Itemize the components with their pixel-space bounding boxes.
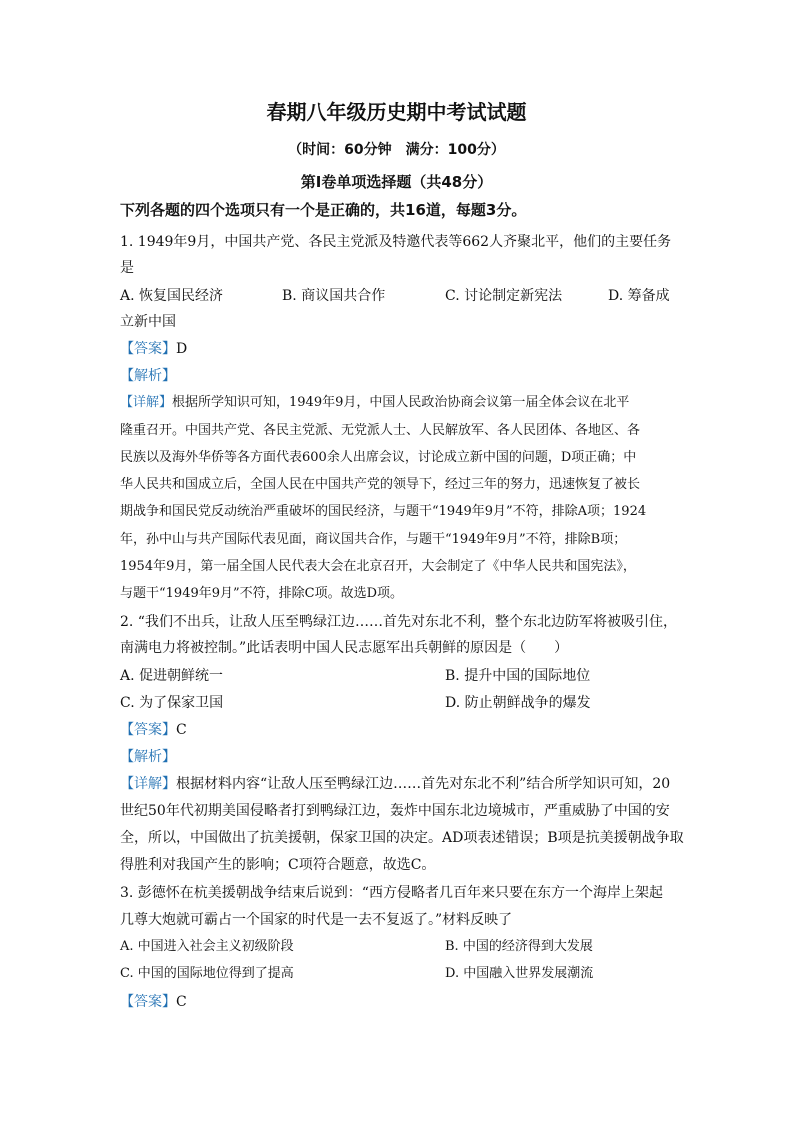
q2-detail-line4: 得胜利对我国产生的影响；C项符合题意，故选C。: [120, 857, 436, 873]
q1-option-b: B. 商议国共合作: [282, 288, 386, 304]
q2-detail-line3: 全，所以，中国做出了抗美援朝，保家卫国的决定。AD项表述错误；B项是抗美援朝战争取: [120, 830, 684, 846]
q1-detail-line7: 1954年9月，第一届全国人民代表大会在北京召开，大会制定了《中华人民共和国宪法》，: [120, 559, 636, 574]
q2-option-a: A. 促进朝鲜统一: [120, 668, 224, 684]
section-heading: 第Ⅰ卷单项选择题（共48分）: [300, 173, 493, 191]
answer-tag: 【答案】: [120, 994, 176, 1010]
q3-stem-line2: 几尊大炮就可霸占一个国家的时代是一去不复返了。”材料反映了: [120, 912, 513, 928]
answer-tag: 【答案】: [120, 341, 176, 357]
q1-detail-line5: 期战争和国民党反动统治严重破坏的国民经济，与题干“1949年9月”不符，排除A项；1924: [120, 504, 647, 519]
q1-detail-line8: 与题干“1949年9月”不符，排除C项。故选D项。: [120, 586, 404, 601]
q3-option-b: B. 中国的经济得到大发展: [445, 939, 593, 954]
answer-tag: 【答案】: [120, 722, 176, 738]
instruction-text: 下列各题的四个选项只有一个是正确的，共16道，每题3分。: [120, 201, 527, 219]
page-title: 春期八年级历史期中考试试题: [266, 100, 527, 124]
detail-tag: 【详解】: [120, 776, 176, 792]
exam-time-score: （时间：60分钟 满分：100分）: [288, 142, 505, 158]
q2-analysis-tag: 【解析】: [120, 749, 176, 765]
q3-stem-line1: 3. 彭德怀在杭美援朝战争结束后说到：“西方侵略者几百年来只要在东方一个海岸上架起: [120, 885, 663, 901]
q2-option-c: C. 为了保家卫国: [120, 695, 224, 711]
q1-detail-line2: 隆重召开。中国共产党、各民主党派、无党派人士、人民解放军、各人民团体、各地区、各: [120, 423, 641, 438]
q1-analysis-tag: 【解析】: [120, 368, 176, 384]
q1-detail-line4: 华人民共和国成立后，全国人民在中国共产党的领导下，经过三年的努力，迅速恢复了被长: [120, 477, 641, 492]
q3-answer: [120, 992, 187, 1012]
q1-stem-line2: 是: [120, 260, 134, 276]
answer-value: C: [176, 994, 187, 1010]
q2-detail-line2: 世纪50年代初期美国侵略者打到鸭绿江边，轰炸中国东北边境城市，严重威胁了中国的安: [120, 803, 670, 819]
q1-stem-line1: 1. 1949年9月，中国共产党、各民主党派及特邀代表等662人齐聚北平，他们的主要任务: [120, 234, 672, 250]
q1-option-c: C. 讨论制定新宪法: [445, 288, 563, 304]
q2-stem-line2: 南满电力将被控制。”此话表明中国人民志愿军出兵朝鲜的原因是（ ）: [120, 640, 569, 656]
answer-value: C: [176, 722, 187, 738]
q3-option-c: C. 中国的国际地位得到了提高: [120, 966, 294, 981]
q1-answer: [120, 339, 187, 359]
q2-stem-line1: 2. “我们不出兵，让敌人压至鸭绿江边……首先对东北不利，整个东北边防军将被吸引住，: [120, 614, 677, 630]
q2-option-d: D. 防止朝鲜战争的爆发: [445, 695, 591, 711]
q1-detail-line3: 民族以及海外华侨等各方面代表600余人出席会议，讨论成立新中国的问题，D项正确；中: [120, 450, 637, 465]
detail-tag: 【详解】: [120, 395, 173, 410]
q1-option-a: A. 恢复国民经济: [120, 288, 224, 304]
q1-option-d-cont: 立新中国: [120, 314, 176, 330]
q1-detail-line6: 年，孙中山与共产国际代表见面，商议国共合作，与题干“1949年9月”不符，排除B项；: [120, 532, 627, 547]
q1-option-d: D. 筹备成: [608, 288, 670, 304]
q2-option-b: B. 提升中国的国际地位: [445, 668, 591, 684]
q3-option-d: D. 中国融入世界发展潮流: [445, 966, 594, 981]
q3-option-a: A. 中国进入社会主义初级阶段: [120, 939, 294, 954]
q1-detail-line1: 【详解】根据所学知识可知，1949年9月，中国人民政治协商会议第一届全体会议在北平: [120, 395, 630, 410]
answer-value: D: [176, 341, 188, 357]
q2-detail-line1: 【详解】根据材料内容“让敌人压至鸭绿江边……首先对东北不利”结合所学知识可知，20: [120, 776, 671, 792]
q2-answer: [120, 720, 187, 740]
